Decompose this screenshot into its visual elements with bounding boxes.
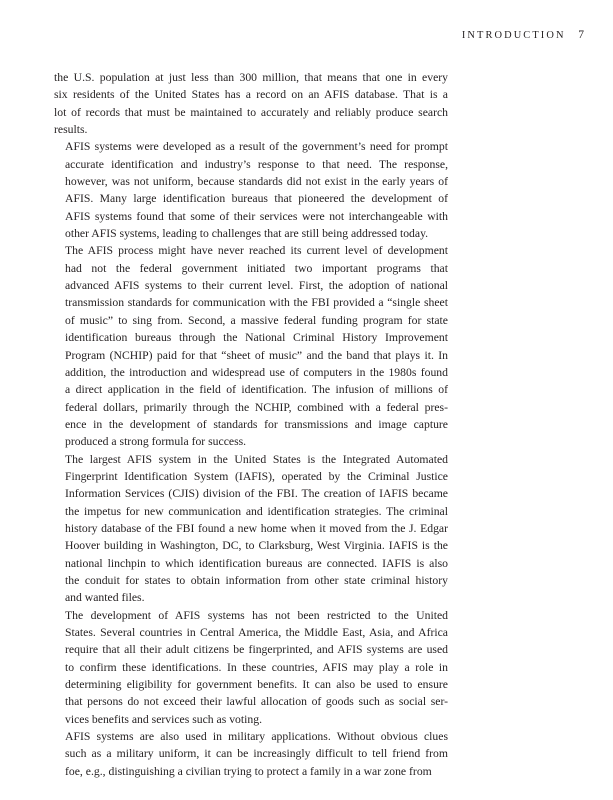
text-line: that persons do not exceed their lawful allocation of goods such as social ser- <box>65 695 448 709</box>
text-line: the conduit for states to obtain information from other state criminal history <box>65 573 448 587</box>
running-head <box>462 28 584 43</box>
text-line: Information Services (CJIS) division of the FBI. The creation of IAFIS became <box>65 487 448 501</box>
text-line: the impetus for new communication and identification strategies. The criminal <box>65 504 448 518</box>
text-line: The AFIS process might have never reached its current level of development <box>65 244 448 258</box>
paragraph <box>54 138 448 242</box>
text-line: federal dollars, primarily through the NCHIP, combined with a federal pres- <box>65 400 448 414</box>
paragraph <box>54 607 448 728</box>
text-line: however, was not uniform, because standards did not exist in the early years of <box>65 175 448 189</box>
page-number: 7 <box>578 29 584 41</box>
text-line: national linchpin to which identification bureaus are connected. IAFIS is also <box>65 556 448 570</box>
text-line: produced a strong formula for success. <box>65 435 247 449</box>
text-line: accurate identification and industry’s response to that need. The response, <box>65 157 448 171</box>
text-line: vices benefits and services such as voting. <box>65 712 263 726</box>
text-line: of music” to sing from. Second, a massive federal funding program for state <box>65 313 448 327</box>
text-line: determining eligibility for government benefits. It can also be used to ensure <box>65 678 448 692</box>
paragraph <box>54 451 448 607</box>
body-text <box>54 69 448 780</box>
text-line: and wanted files. <box>65 591 145 605</box>
text-line: a direct application in the field of identification. The infusion of millions of <box>65 383 448 397</box>
text-line: the U.S. population at just less than 300 million, that means that one in every <box>54 71 448 84</box>
paragraph <box>54 69 448 138</box>
text-line: AFIS systems were developed as a result of the government’s need for prompt <box>65 140 448 154</box>
text-line: AFIS. Many large identification bureaus that pioneered the development of <box>65 192 448 206</box>
section-title: INTRODUCTION <box>461 30 566 41</box>
text-line: identification bureaus through the National Criminal History Improvement <box>65 331 448 345</box>
text-line: such as a military uniform, it can be increasingly difficult to tell friend from <box>65 747 448 761</box>
text-line: States. Several countries in Central America, the Middle East, Asia, and Africa <box>65 626 448 639</box>
text-line: addition, the introduction and widespread use of computers in the 1980s found <box>65 365 448 379</box>
text-line: foe, e.g., distinguishing a civilian trying to protect a family in a war zone from <box>65 764 432 778</box>
text-line: AFIS systems found that some of their services were not interchangeable with <box>65 209 448 223</box>
text-line: history database of the FBI found a new home when it moved from the J. Edgar <box>65 521 448 535</box>
text-line: to confirm these identifications. In these countries, AFIS may play a role in <box>65 660 448 674</box>
paragraph <box>54 728 448 780</box>
text-line: Program (NCHIP) paid for that “sheet of music” and the band that plays it. In <box>65 348 448 362</box>
text-line: The development of AFIS systems has not been restricted to the United <box>65 608 448 622</box>
text-line: other AFIS systems, leading to challenges that are still being addressed today. <box>65 227 429 241</box>
text-line: transmission standards for communication with the FBI provided a “single sheet <box>65 296 448 310</box>
paragraph <box>54 242 448 450</box>
text-line: lot of records that must be maintained to accurately and reliably produce search <box>54 105 448 119</box>
text-line: had not the federal government initiated two important programs that <box>65 261 448 275</box>
text-line: six residents of the United States has a record on an AFIS database. That is a <box>54 88 448 102</box>
text-line: Fingerprint Identification System (IAFIS), operated by the Criminal Justice <box>65 469 448 483</box>
text-line: The largest AFIS system in the United States is the Integrated Automated <box>65 452 448 466</box>
text-line: AFIS systems are also used in military applications. Without obvious clues <box>65 730 448 744</box>
text-line: advanced AFIS systems to their current level. First, the adoption of national <box>65 279 448 293</box>
text-line: Hoover building in Washington, DC, to Clarksburg, West Virginia. IAFIS is the <box>65 539 448 553</box>
text-line: require that all their adult citizens be fingerprinted, and AFIS systems are used <box>65 643 448 657</box>
text-line: ence in the development of standards for transmissions and image capture <box>65 417 448 431</box>
text-line: results. <box>54 123 88 137</box>
